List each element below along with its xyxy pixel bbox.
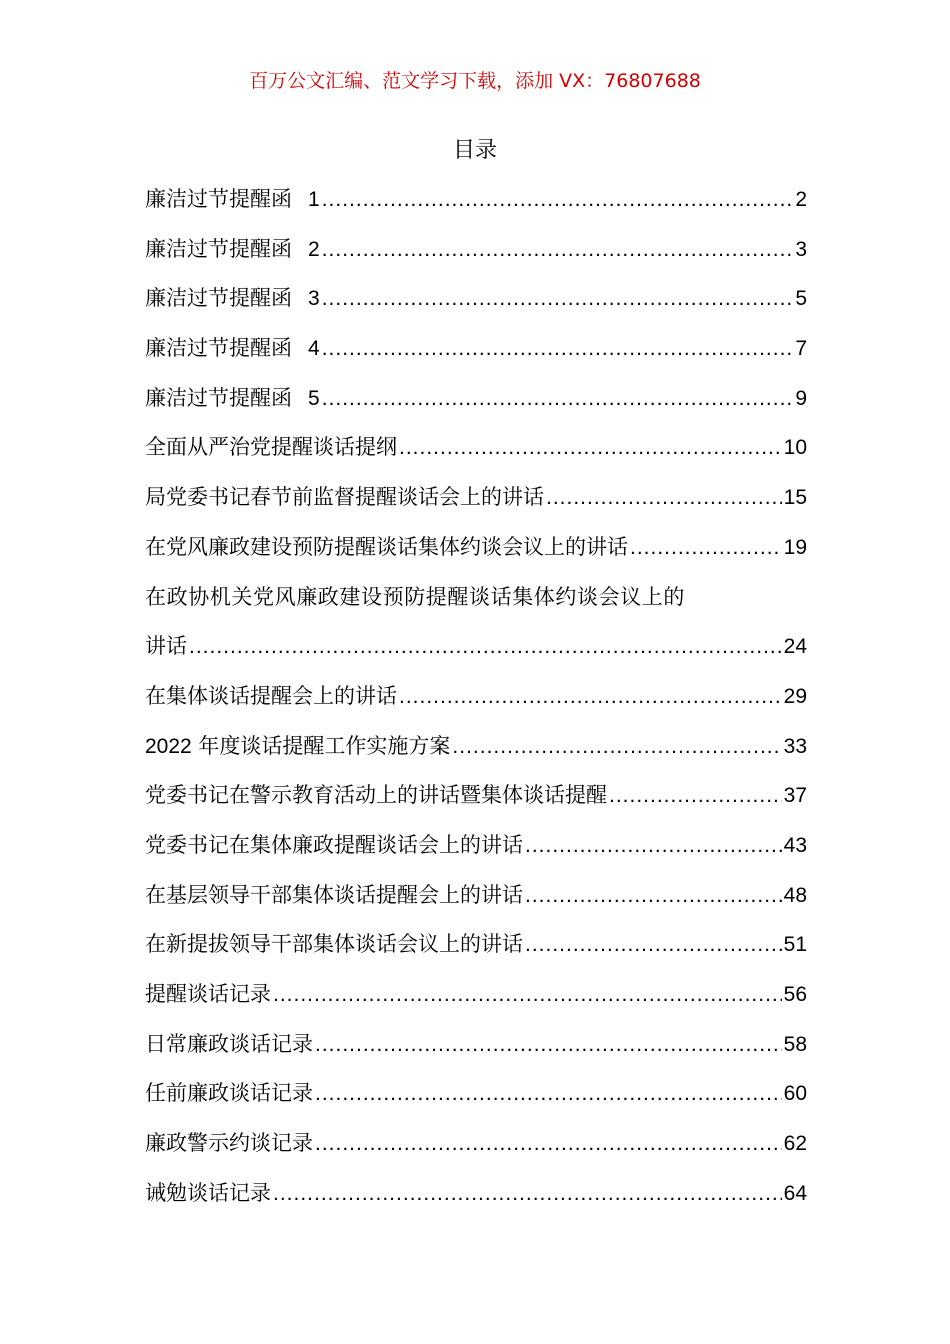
toc-entry[interactable]: [145, 234, 807, 284]
toc-entry-label: 提醒谈话记录: [145, 982, 271, 1006]
toc-entry-page: 15: [783, 486, 807, 510]
toc-entry-second-line[interactable]: [145, 631, 807, 681]
toc-entry-year: 2022: [145, 734, 192, 758]
toc-entry-label: 在新提拔领导干部集体谈话会议上的讲话: [145, 932, 523, 957]
toc-leader-dots: [322, 235, 794, 265]
toc-entry[interactable]: [145, 731, 807, 781]
toc-entry-label: 党委书记在集体廉政提醒谈话会上的讲话: [145, 832, 523, 857]
toc-leader-dots: [322, 334, 794, 364]
toc-entry[interactable]: [145, 283, 807, 333]
toc-entry-label: 日常廉政谈话记录: [145, 1031, 313, 1056]
toc-leader-dots: [609, 781, 782, 811]
toc-leader-dots: [322, 284, 794, 314]
toc-entry-label: 廉政警示约谈记录: [145, 1131, 313, 1156]
toc-entry-number: 3: [308, 287, 320, 311]
watermark-header: 百万公文汇编、范文学习下载，添加 VX：76807688: [249, 70, 701, 92]
toc-title: 目录: [452, 138, 497, 163]
toc-entry[interactable]: [145, 1178, 807, 1228]
toc-entry-label: 在政协机关党风廉政建设预防提醒谈话集体约谈会议上的: [145, 584, 685, 609]
toc-leader-dots: [322, 384, 794, 414]
toc-entry-label: 廉洁过节提醒函: [145, 336, 292, 361]
toc-entry[interactable]: [145, 880, 807, 930]
toc-leader-dots: [525, 881, 782, 911]
toc-entry-page: 64: [783, 1181, 807, 1205]
toc-entry[interactable]: [145, 482, 807, 532]
toc-entry[interactable]: [145, 681, 807, 731]
toc-entry[interactable]: [145, 333, 807, 383]
toc-entry-page: 7: [795, 337, 807, 361]
toc-entry-page: 19: [783, 535, 807, 559]
toc-entry-page: 24: [783, 635, 807, 659]
toc-entry[interactable]: [145, 184, 807, 234]
toc-entry-label: 在基层领导干部集体谈话提醒会上的讲话: [145, 882, 523, 907]
toc-entry-label: 廉洁过节提醒函: [145, 236, 292, 261]
toc-leader-dots: [189, 632, 782, 662]
toc-entry-label: 局党委书记春节前监督提醒谈话会上的讲话: [145, 485, 544, 510]
toc-entry-label: 全面从严治党提醒谈话提纲: [145, 435, 397, 460]
toc-entry-label: 党委书记在警示教育活动上的讲话暨集体谈话提醒: [145, 783, 607, 808]
toc-entry[interactable]: [145, 532, 807, 582]
toc-leader-dots: [273, 980, 782, 1010]
toc-entry[interactable]: [145, 432, 807, 482]
table-of-contents: [145, 184, 807, 1227]
toc-leader-dots: [273, 1179, 782, 1209]
toc-leader-dots: [525, 831, 782, 861]
toc-entry-label: [145, 731, 450, 762]
toc-entry-page: 43: [783, 833, 807, 857]
toc-entry-number: 2: [308, 237, 320, 261]
toc-entry-label: 廉洁过节提醒函: [145, 286, 292, 311]
toc-leader-dots: [399, 682, 782, 712]
toc-entry[interactable]: [145, 383, 807, 433]
toc-entry-page: 5: [795, 287, 807, 311]
toc-entry[interactable]: [145, 1078, 807, 1128]
toc-entry-label: 廉洁过节提醒函: [145, 187, 292, 211]
toc-leader-dots: [630, 533, 782, 563]
toc-entry-number: 4: [308, 337, 320, 361]
toc-entry-first-line[interactable]: [145, 582, 807, 632]
toc-entry-page: 48: [783, 883, 807, 907]
toc-entry[interactable]: [145, 1029, 807, 1079]
toc-entry-label-text: 年度谈话提醒工作实施方案: [198, 733, 451, 758]
toc-entry-label: 诫勉谈话记录: [145, 1180, 271, 1205]
toc-leader-dots: [399, 433, 782, 463]
toc-entry-page: 37: [783, 784, 807, 808]
toc-entry[interactable]: [145, 979, 807, 1029]
toc-entry[interactable]: [145, 780, 807, 830]
toc-leader-dots: [315, 1030, 782, 1060]
toc-entry-label: 任前廉政谈话记录: [145, 1081, 313, 1106]
toc-entry-page: 51: [783, 933, 807, 957]
toc-entry[interactable]: [145, 929, 807, 979]
toc-entry-page: 10: [783, 436, 807, 460]
toc-entry-page: 58: [783, 1032, 807, 1056]
toc-leader-dots: [322, 185, 794, 215]
toc-entry-page: 56: [783, 983, 807, 1006]
toc-leader-dots: [452, 732, 781, 762]
toc-entry-page: 62: [783, 1132, 807, 1156]
toc-entry-number: 1: [308, 188, 320, 211]
toc-leader-dots: [315, 1129, 782, 1159]
toc-entry-number: 5: [308, 386, 320, 410]
toc-entry-page: 3: [795, 237, 807, 261]
toc-leader-dots: [525, 930, 782, 960]
toc-entry-page: 29: [783, 684, 807, 708]
toc-entry[interactable]: [145, 1128, 807, 1178]
toc-entry[interactable]: [145, 830, 807, 880]
toc-entry-label: 讲话: [145, 634, 187, 659]
toc-leader-dots: [546, 483, 782, 513]
toc-leader-dots: [315, 1079, 782, 1109]
toc-entry-page: 60: [783, 1082, 807, 1106]
toc-entry-label: 廉洁过节提醒函: [145, 385, 292, 410]
toc-entry-page: 33: [783, 734, 807, 758]
toc-entry-label: 在党风廉政建设预防提醒谈话集体约谈会议上的讲话: [145, 534, 628, 559]
toc-entry-label: 在集体谈话提醒会上的讲话: [145, 683, 397, 708]
toc-entry-page: 9: [795, 386, 807, 410]
toc-entry-page: 2: [795, 188, 807, 211]
